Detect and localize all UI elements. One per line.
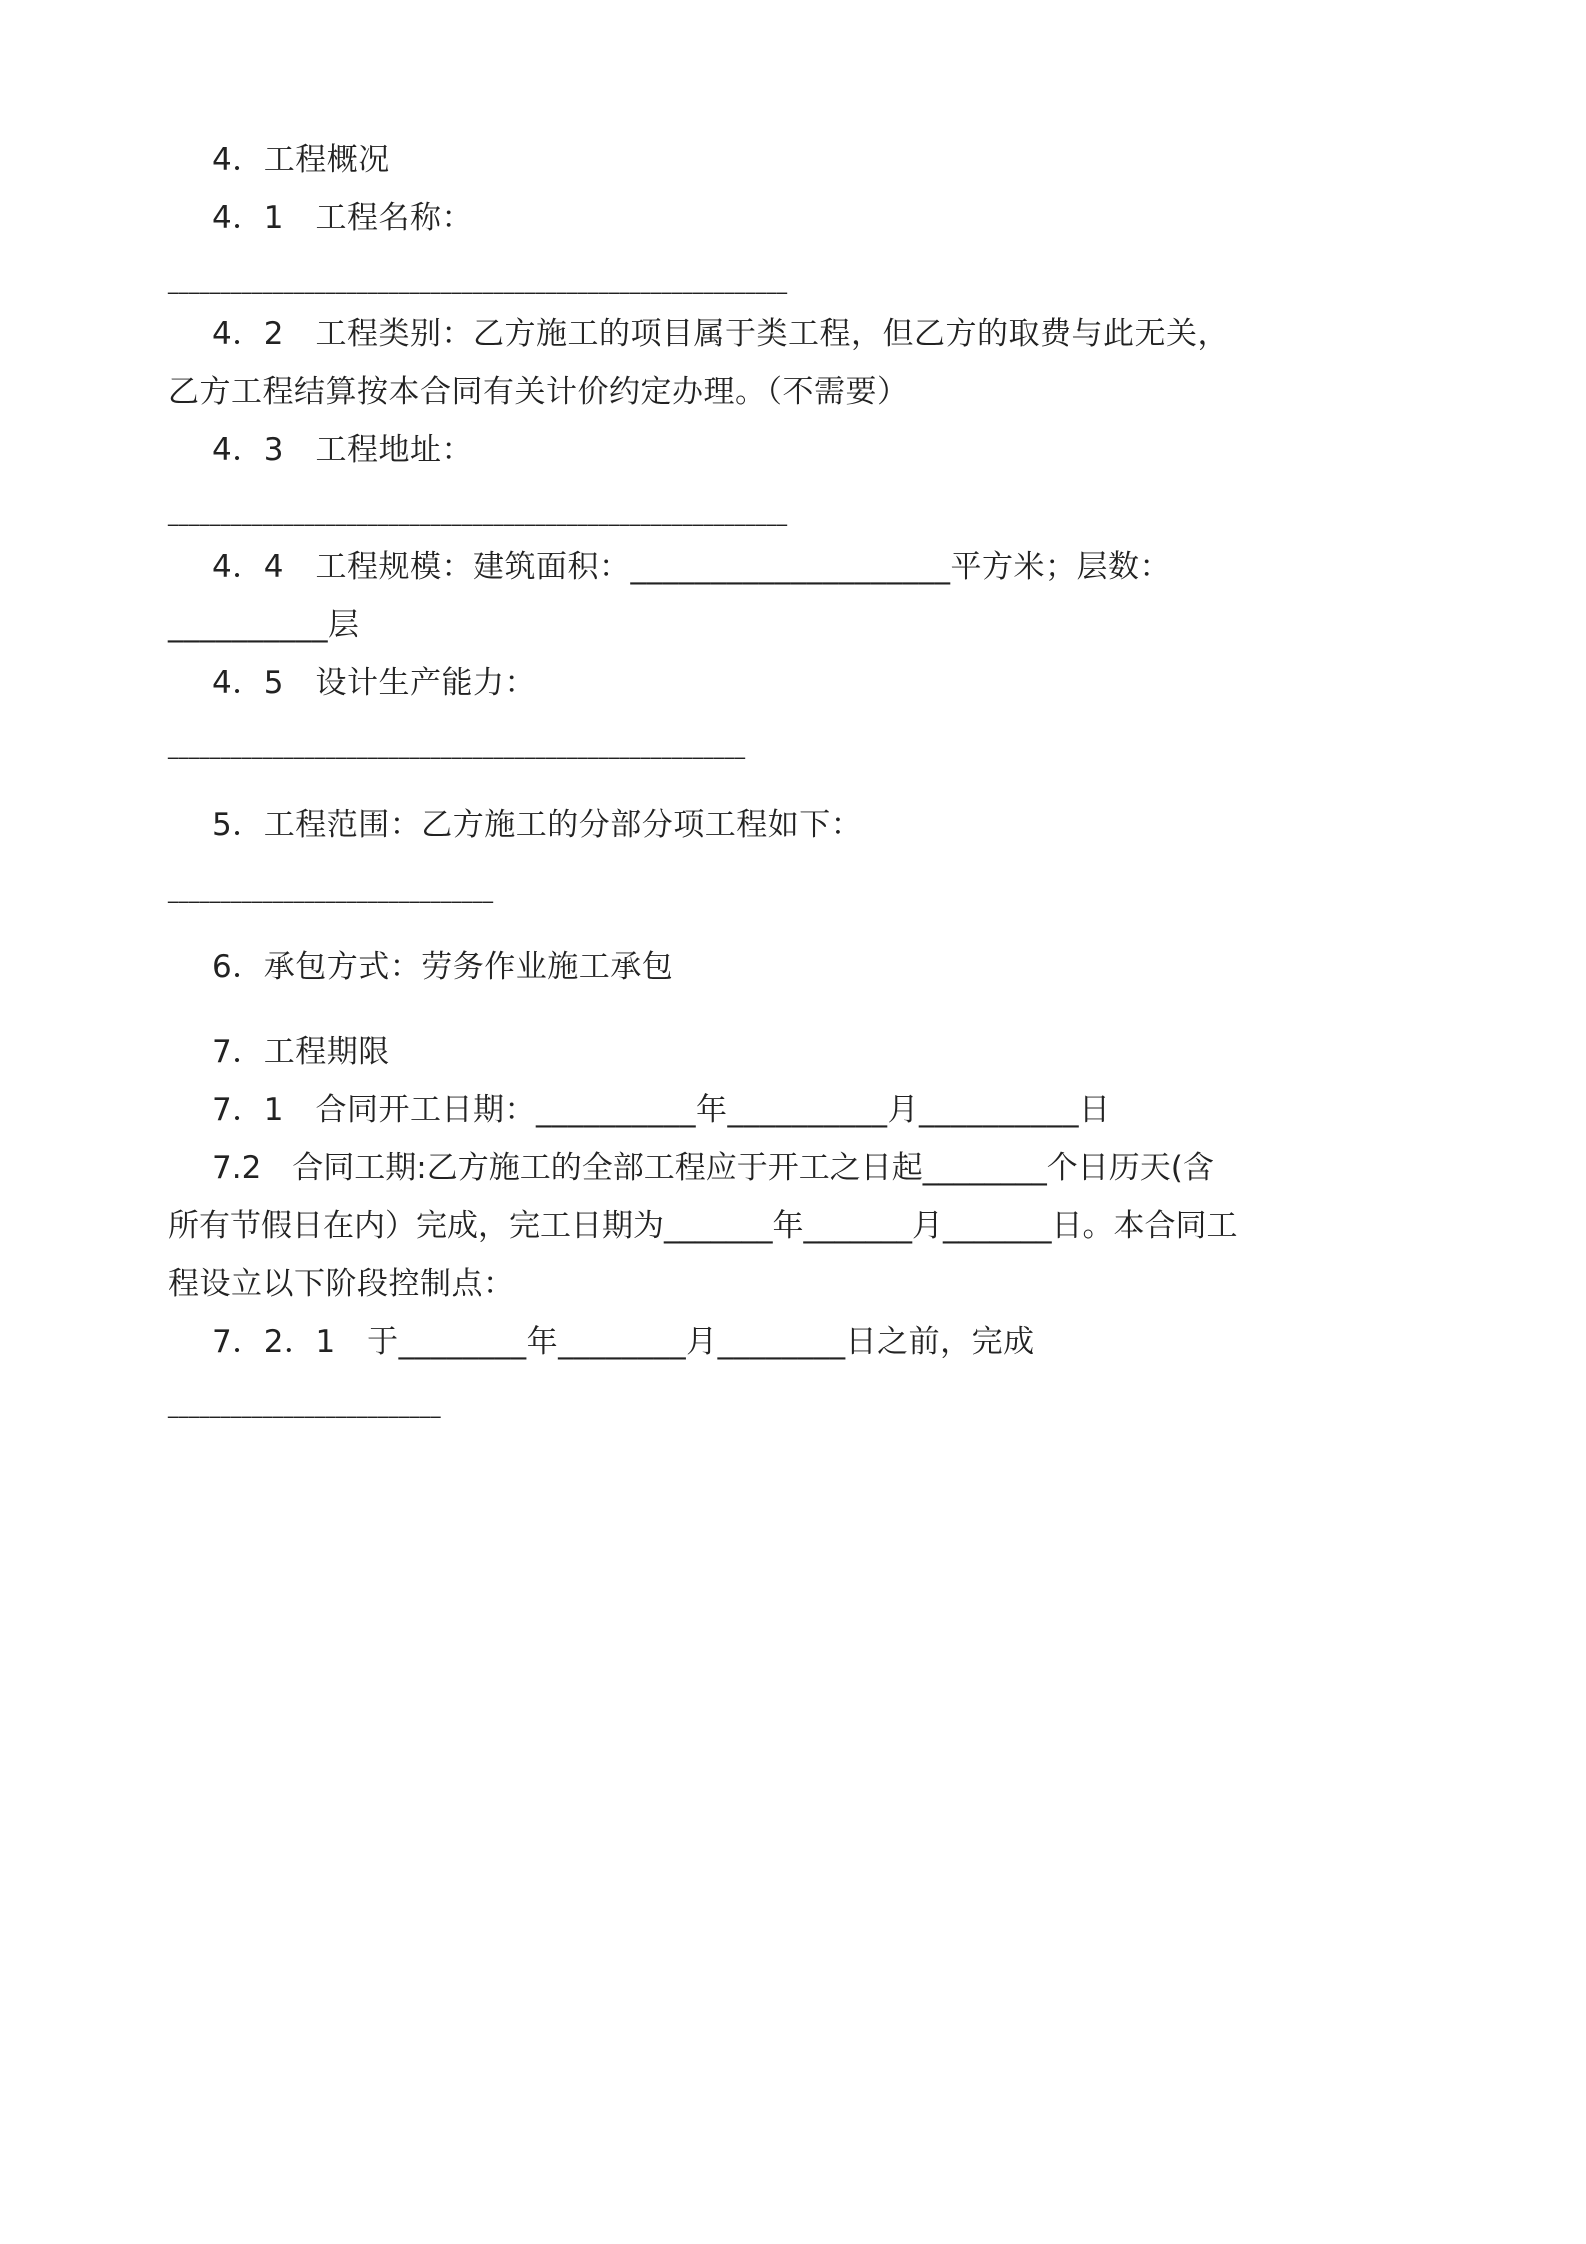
item-4-2-project-category: 4．2 工程类别：乙方施工的项目属于类工程，但乙方的取费与此无关， [212, 316, 1229, 352]
item-4-3-project-address: 4．3 工程地址： [212, 432, 473, 468]
item-4-5-design-capacity: 4．5 设计生产能力： [212, 665, 536, 701]
item-7-2-continuation: 所有节假日在内）完成，完工日期为_______年_______月_______日。本合同工 [168, 1208, 1238, 1244]
blank-line-project-scope: _______________________________ [168, 879, 494, 903]
blank-line-project-address: ___________________________________________________________ [168, 502, 788, 526]
item-7-2-control-points: 程设立以下阶段控制点： [168, 1266, 515, 1302]
item-7-1-start-date: 7．1 合同开工日期：__________年__________月__________日 [212, 1092, 1111, 1128]
item-7-2-contract-period: 7.2 合同工期:乙方施工的全部工程应于开工之日起________个日历天(含 [212, 1150, 1214, 1186]
section-5-project-scope: 5．工程范围：乙方施工的分部分项工程如下： [212, 807, 863, 843]
item-4-2-continuation: 乙方工程结算按本合同有关计价约定办理。（不需要） [168, 374, 909, 410]
blank-line-project-name: ___________________________________________________________ [168, 270, 788, 294]
item-4-4-project-scale: 4．4 工程规模：建筑面积：____________________平方米；层数： [212, 549, 1171, 585]
item-4-1-project-name: 4．1 工程名称： [212, 200, 473, 236]
blank-line-design-capacity: _______________________________________________________ [168, 735, 746, 759]
section-7-heading: 7．工程期限 [212, 1034, 390, 1070]
section-4-heading: 4．工程概况 [212, 142, 390, 178]
blank-line-milestone: __________________________ [168, 1394, 441, 1418]
item-4-4-floors: __________层 [168, 607, 360, 643]
section-6-contract-method: 6．承包方式：劳务作业施工承包 [212, 949, 674, 985]
item-7-2-1-milestone: 7．2．1 于________年________月________日之前，完成 [212, 1324, 1035, 1360]
